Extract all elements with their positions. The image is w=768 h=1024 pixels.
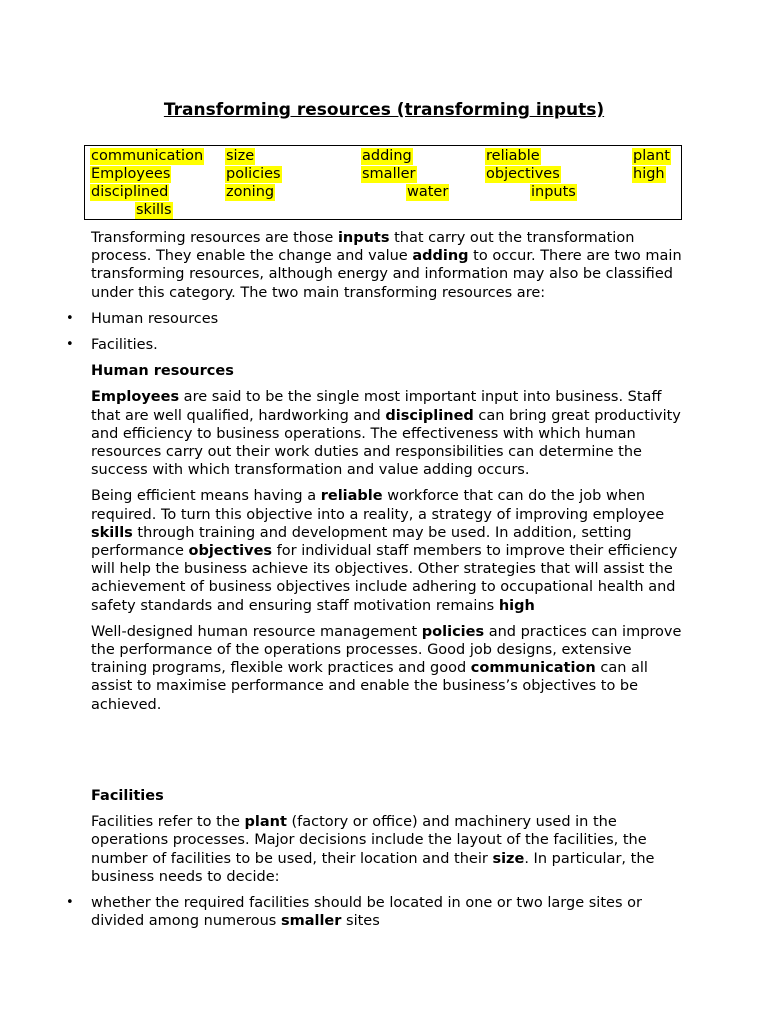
facilities-paragraph: Facilities refer to the plant (factory or office) and machinery used in the operations processes. Major decisions include the layout of the facilities, the number of facilities to be used, their location and their size. In particular, the business needs to decide: — [91, 814, 655, 885]
facilities-heading: Facilities — [91, 788, 164, 804]
word-bank-item: disciplined — [91, 184, 169, 200]
word-bank-item: reliable — [486, 148, 540, 164]
facilities-section — [91, 787, 691, 938]
hr-paragraph-3: Well-designed human resource management policies and practices can improve the performance of the operations processes. Good job designs, extensive training programs, flexible work practices and good communication can all assist to maximise performance and enable the business’s objectives to be achieved. — [91, 623, 682, 713]
human-resources-heading: Human resources — [91, 363, 234, 380]
intro-paragraph: Transforming resources are those inputs that carry out the transformation process. They enable the change and value adding to occur. There are two main transforming resources, although energy and information may also be classified under this category. The two main transforming resources are: — [91, 230, 682, 301]
hr-paragraph-2: Being efficient means having a reliable workforce that can do the job when required. To turn this objective into a reality, a strategy of improving employee skills through training and development may be used. In addition, setting performance objectives for individual staff members to improve their efficiency will help the business achieve its objectives. Other strategies that will assist the achievement of business objectives include adhering to occupational health and safety standards and ensuring staff motivation remains high — [91, 488, 678, 614]
word-bank-item: Employees — [91, 166, 171, 182]
bullet-human-resources: • Human resources — [91, 310, 691, 328]
bullet-facilities: • Facilities. — [91, 336, 691, 354]
word-bank-item: size — [226, 148, 255, 164]
intro-section — [91, 229, 691, 722]
document-title: Transforming resources (transforming inputs) — [163, 100, 605, 120]
word-bank-item: plant — [633, 148, 670, 164]
bullet-facility-location: • whether the required facilities should be located in one or two large sites or divided among numerous smaller sites — [91, 894, 691, 930]
word-bank-item: skills — [136, 202, 172, 218]
word-bank-item: inputs — [531, 184, 576, 200]
word-bank-item: zoning — [226, 184, 275, 200]
word-bank-item: objectives — [486, 166, 560, 182]
word-bank-item: high — [633, 166, 665, 182]
word-bank-item: smaller — [362, 166, 416, 182]
word-bank-item: water — [407, 184, 449, 200]
word-bank-item: adding — [362, 148, 412, 164]
word-bank-item: communication — [91, 148, 204, 164]
word-bank-item: policies — [226, 166, 281, 182]
hr-paragraph-1: Employees are said to be the single most important input into business. Staff that are well qualified, hardworking and disciplined can bring great productivity and efficiency to business operations. The effectiveness with which human resources carry out their work duties and responsibilities can determine the success with which transformation and value adding occurs. — [91, 389, 681, 479]
